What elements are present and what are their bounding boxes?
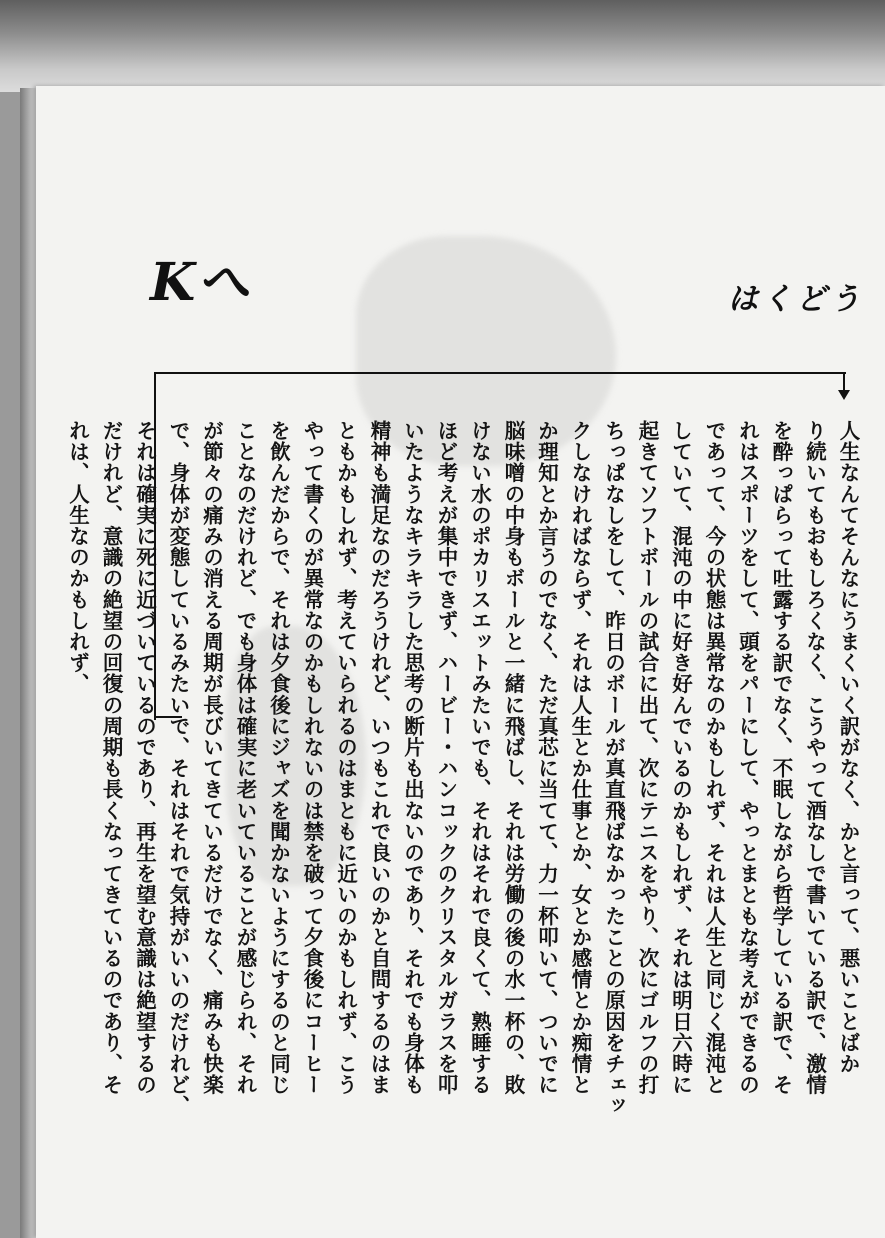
body-line: いたようなキラキラした思考の断片も出ないのであり、それでも身体も: [400, 420, 425, 1096]
body-line: れは、人生なのかもしれず、: [65, 420, 90, 695]
body-line: それは確実に死に近づいているのであり、再生を望む意識は絶望するの: [132, 420, 157, 1096]
arrow-down-icon: [838, 390, 850, 400]
body-line: 起きてソフトボールの試合に出て、次にテニスをやり、次にゴルフの打: [635, 420, 659, 1096]
body-line: であって、今の状態は異常なのかもしれず、それは人生と同じく混沌と: [702, 420, 726, 1096]
body-line: れはスポーツをして、頭をパーにして、やっとまともな考えができるの: [735, 420, 760, 1096]
essay-title: Kへ: [150, 252, 252, 313]
body-line: ちっぱなしをして、昨日のボールが真直飛ばなかったことの原因をチェッ: [601, 420, 626, 1117]
body-line: 精神も満足なのだろうけれど、いつもこれで良いのかと自問するのはま: [367, 420, 391, 1096]
body-line: ともかもしれず、考えていられるのはまともに近いのかもしれず、こう: [333, 420, 358, 1096]
body-line: ことなのだけれど、でも身体は確実に老いていることが感じられ、それ: [233, 420, 257, 1096]
body-line: だけれど、意識の絶望の回復の周期も長くなってきているのであり、そ: [99, 420, 123, 1096]
body-line: 人生なんてそんなにうまくいく訳がなく、かと言って、悪いことばか: [836, 420, 860, 1075]
essay-body: [65, 420, 864, 1120]
body-line: 脳味噌の中身もボールと一緒に飛ばし、それは労働の後の水一杯の、敗: [501, 420, 525, 1096]
body-line: が節々の痛みの消える周期が長びいてきているだけでなく、痛みも快楽: [199, 420, 224, 1096]
body-line: か理知とか言うのでなく、ただ真芯に当てて、力一杯叩いて、ついでに: [534, 420, 559, 1096]
author-name: はくどう: [728, 282, 864, 317]
body-line: を飲んだからで、それは夕食後にジャズを聞かないようにするのと同じ: [266, 420, 291, 1096]
body-line: ほど考えが集中できず、ハービー・ハンコックのクリスタルガラスを叩: [434, 420, 458, 1096]
scan-background-top: [0, 0, 885, 92]
body-line: していて、混沌の中に好き好んでいるのかもしれず、それは明日六時に: [668, 420, 693, 1096]
body-line: クしなければならず、それは人生とか仕事とか、女とか感情とか痴情と: [568, 420, 592, 1096]
body-line: けない水のポカリスエットみたいでも、それはそれで良くて、熟睡する: [467, 420, 492, 1096]
body-line: やって書くのが異常なのかもしれないのは禁を破って夕食後にコーヒー: [300, 420, 324, 1096]
body-line: り続いてもおもしろくなく、こうやって酒なしで書いている訳で、激情: [802, 420, 827, 1096]
body-line: を酔っぱらって吐露する訳でなく、不眠しながら哲学している訳で、そ: [769, 420, 793, 1096]
body-line: で、身体が変態しているみたいで、それはそれで気持がいいのだけれど、: [166, 420, 190, 1117]
